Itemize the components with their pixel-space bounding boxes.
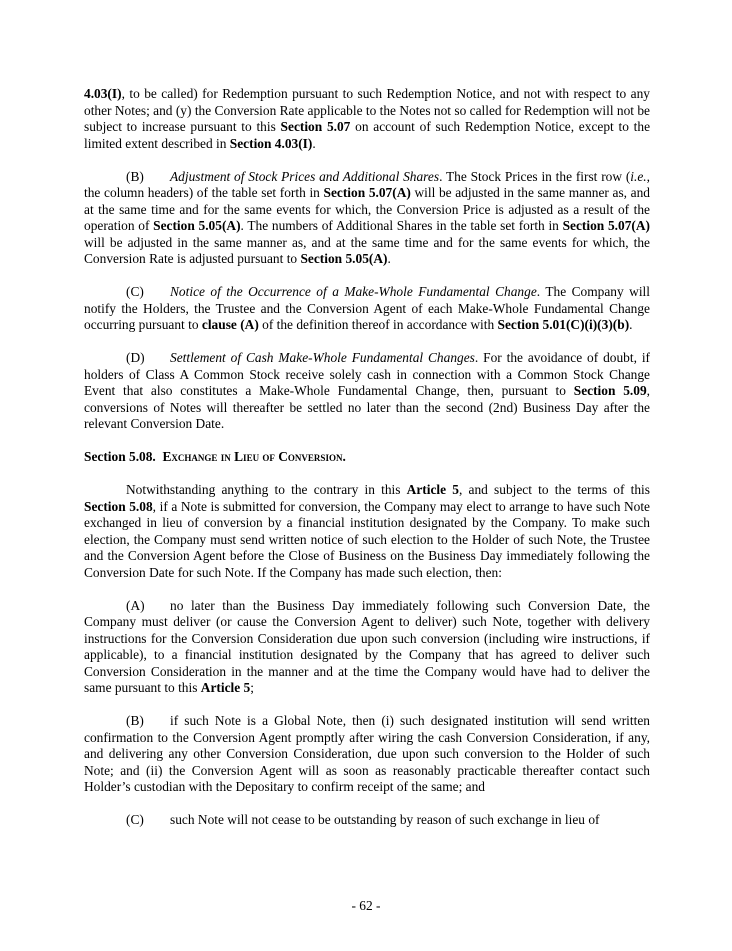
paragraph-c-outstanding: (C) such Note will not cease to be outstanding by reason of such exchange in lieu of [126, 812, 600, 827]
clause-label: (B) [126, 713, 144, 728]
clause-label: (C) [126, 284, 144, 299]
clause-heading: Adjustment of Stock Prices and Additional Shares [170, 168, 440, 184]
section-title: Exchange in Lieu of Conversion. [162, 449, 346, 464]
clause-label: (C) [126, 812, 144, 827]
clause-heading: Settlement of Cash Make-Whole Fundamental Changes [170, 350, 475, 365]
paragraph-c-notice: (C) Notice of the Occurrence of a Make-Whole Fundamental Change. The Company will notify the Holders, the Trustee and the Conversion Agent of each Make-Whole Fundamental Change occurring pursuant to clause (A) of the definition thereof in accordance with Section 5.01(C)(i)(3)(b). [84, 284, 650, 332]
paragraph-exchange-main: Notwithstanding anything to the contrary in this Article 5, and subject to the terms of this Section 5.08, if a Note is submitted for conversion, the Company may elect to arrange to have such Note exchanged in lieu of conversion by a financial institution designated by the Company. To make such election, the Company must send written notice of such election to the Holder of such Note, the Trustee and the Conversion Agent before the Close of Business on the Business Day immediately following the Conversion Date for such Note. If the Company has made such election, then: [84, 482, 651, 580]
paragraph-b-adjustment: (B) Adjustment of Stock Prices and Additional Shares. The Stock Prices in the first row (i.e., the column headers) of the table set forth in Section 5.07(A) will be adjusted in the same manner as, and at the same time and for the same events for which, the Conversion Price is adjusted as a result of the operation of Section 5.05(A). The numbers of Additional Shares in the table set forth in Section 5.07(A) will be adjusted in the same manner as, and at the same time and for the same events for which, the Conversion Rate is adjusted pursuant to Section 5.05(A). [84, 168, 651, 266]
document-body [84, 86, 650, 845]
page-number: - 62 - [351, 898, 381, 913]
clause-label: (B) [126, 168, 144, 184]
paragraph-b-global-note: (B) if such Note is a Global Note, then (i) such designated institution will send written confirmation to the Conversion Agent promptly after wiring the cash Conversion Consideration, if any, and delivering any other Conversion Consideration, due upon such conversion to the Holder of such Note; and (ii) the Conversion Agent will as soon as reasonably practicable thereafter contact such Holder’s custodian with the Depositary to confirm receipt of the same; and [84, 713, 650, 794]
paragraph-a-delivery: (A) no later than the Business Day immediately following such Conversion Date, the Company must deliver (or cause the Conversion Agent to deliver) such Note, together with delivery instructions for the Conversion Consideration due upon such conversion (including wire instructions, if applicable), to a financial institution designated by the Company that has agreed to deliver such Conversion Consideration in the manner and at the time the Company would have had to deliver the same pursuant to this Article 5; [84, 597, 650, 695]
section-heading [84, 449, 650, 466]
clause-heading: Notice of the Occurrence of a Make-Whole Fundamental Change [170, 284, 537, 299]
clause-label: (A) [126, 597, 145, 613]
section-number: Section 5.08. [84, 449, 156, 464]
paragraph-d-settlement: (D) Settlement of Cash Make-Whole Fundamental Changes. For the avoidance of doubt, if holders of Class A Common Stock receive solely cash in connection with a Common Stock Change Event that also constitutes a Make-Whole Fundamental Change, then, pursuant to Section 5.09, conversions of Notes will thereafter be settled no later than the second (2nd) Business Day after the relevant Conversion Date. [84, 350, 651, 431]
paragraph-continuation: 4.03(I), to be called) for Redemption pursuant to such Redemption Notice, and not with respect to any other Notes; and (y) the Conversion Rate applicable to the Notes not so called for Redemption will not be subject to increase pursuant to this Section 5.07 on account of such Redemption Notice, except to the limited extent described in Section 4.03(I). [84, 86, 651, 151]
clause-label: (D) [126, 350, 145, 365]
